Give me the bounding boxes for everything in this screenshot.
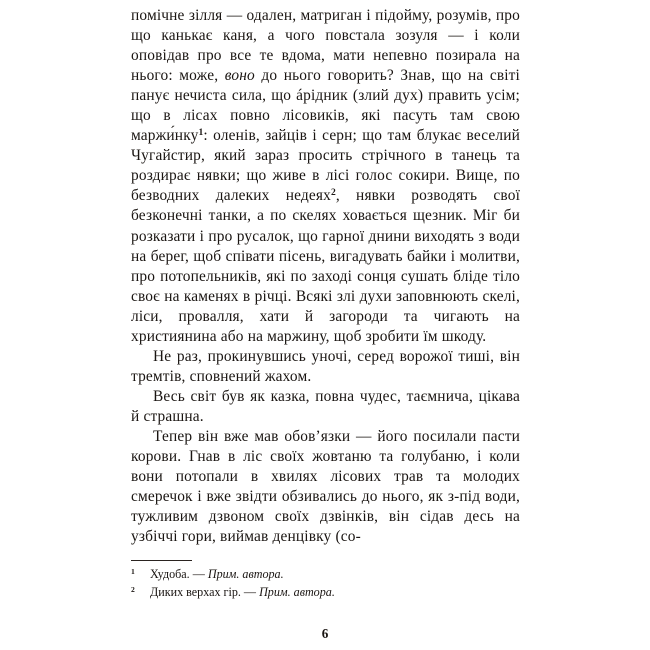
emphasis-text: воно [224,67,255,85]
footnote-text: Диких верхах гір. — [150,584,260,599]
body-paragraph [131,347,520,387]
footnote-attribution: Прим. автора. [259,584,335,599]
footnote-separator-rule [131,560,192,561]
body-text-run: Тепер він вже мав обов’язки — його посилали пасти корови. Гнав в ліс своїх жовтаню та голубаню, і коли вони потопали в хвилях лісових трав та молодих смеречок і вже звідти обзивались до нього, як з-під води, тужливим дзвоном своїх дзвінків, він сідав десь на узбіччі гори, виймав денцівку (со- [131,427,520,546]
footnote-attribution: Прим. автора. [207,567,284,581]
body-text-run: до нього говорить? Знав, що на світі панує нечиста сила, що áрідник (злий дух) править усім; що в лісах повно лісовиків, які пасуть там свою маржи́нку [131,67,520,145]
footnote-list [131,566,520,602]
body-text-run: : оленів, зайців і серн; що там блукає веселий Чугайстир, який зараз просить стрічного в танець та роздирає нявки; що живе в лісі голос сокири. Вище, по безводних далеких недеях [131,127,520,205]
body-paragraph [131,427,520,547]
footnote-text: Худоба. — [150,567,208,581]
body-text-run: помічне зілля — одален, матриган і підойму, розумів, про що канькає каня, а чого повстала зозуля — і коли оповідав про все те вдома, мати непевно позирала на нього: може, [131,7,520,85]
footnote-reference-marker[interactable]: 2 [330,187,336,199]
footnote-reference-marker[interactable]: 1 [198,127,204,139]
page-number: 6 [321,626,329,641]
footnote-area [131,560,520,602]
body-text-run: Не раз, прокинувшись уночі, серед ворожої тиші, він тремтів, сповнений жахом. [131,347,520,385]
body-text-run: , нявки розводять свої безконечні танки, а по скелях ховається щезник. Міг би розказати і про русалок, що гарної днини виходять з води на берег, щоб співати пісень, вигадувать байки і молитви, про потопельників, які по заході сонця сушать бліде тіло своє на каменях в річці. Всякі злі духи заповнюють скелі, ліси, провалля, хати й загороди та чигають на християнина або на маржину, щоб зробити їм шкоду. [131,187,521,345]
footnote-item: 1 Худоба. — Прим. автора. [131,566,284,581]
body-text-block [131,6,520,547]
body-paragraph [131,6,520,347]
footnote-item: 2 Диких верхах гір. — Прим. автора. [131,584,335,599]
body-paragraph [131,387,520,427]
body-text-run: Весь світ був як казка, повна чудес, таємнича, цікава й страшна. [131,387,520,425]
